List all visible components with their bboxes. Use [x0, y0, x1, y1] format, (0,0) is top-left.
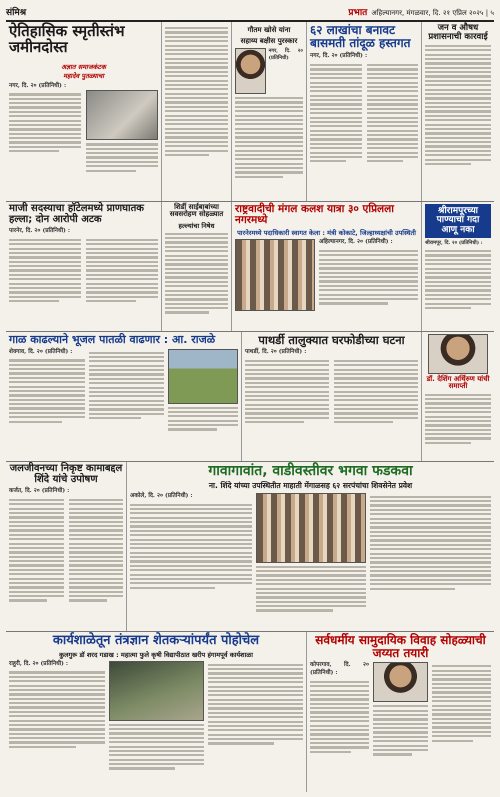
article-burglary [241, 332, 421, 461]
masthead [6, 4, 494, 22]
article-attack [6, 202, 161, 331]
row-1 [6, 22, 494, 202]
subhead: हल्ल्यांचा निषेध [178, 221, 215, 230]
dateline: नगर, दि. २० (प्रतिनिधी) : [9, 82, 67, 89]
article-khose [231, 22, 306, 201]
subhead: पारनेरमध्ये पदाधिकारी स्वागत केला : मंत्री कोकाटे, जिल्हाध्यक्षांची उपस्थिती [237, 229, 416, 238]
headline: श्रीरामपूरच्या पाण्याचा गदा आणू नका [436, 206, 480, 235]
dateline: पारनेर, दि. २० (प्रतिनिधी) : [9, 228, 70, 234]
headline: पाथर्डी तालुक्यात घरफोडीच्या घटना [258, 333, 405, 347]
headline: कार्यशाळेतून तंत्रज्ञान शेतकऱ्यांपर्यंत पोहोचेल [52, 633, 260, 648]
dateline: अकोले, दि. २० (प्रतिनिधी) : [130, 492, 193, 499]
article-memorial [6, 22, 161, 201]
article-silt [6, 332, 241, 461]
memorial-photo [86, 90, 158, 140]
headline: गाळ काढल्याने भूजल पातळी वाढणार : आ. राजळे [9, 333, 216, 346]
body-columns [9, 90, 158, 171]
workshop-photo [109, 661, 204, 721]
headline: जन व औषध प्रशासनाची कारवाई [428, 23, 488, 42]
article-shirdi [161, 202, 231, 331]
article-doctor [421, 332, 494, 461]
kicker: अज्ञात समाजकंटक महादेव पुतळ्याचा [61, 62, 106, 80]
doctor-photo [428, 334, 488, 374]
headline: राष्ट्रवादीची मंगल कलश यात्रा ३० एप्रिलला नगरमध्ये [235, 203, 394, 227]
article-jaljeevan [6, 462, 126, 631]
award-name: गौतम खोसे यांना [247, 26, 291, 34]
headline: सर्वधर्मीय सामुदायिक विवाह सोहळ्याची जय्यत तयारी [315, 633, 486, 660]
section-name: संमिश्र [6, 8, 27, 18]
dateline: अहिल्यानगर, दि. २० (प्रतिनिधी) : [319, 239, 393, 246]
dateline: कोपरगाव, दि. २० (प्रतिनिधी) : [310, 662, 369, 676]
article-fda [421, 22, 494, 201]
headline: जलजीवनच्या निकृष्ट कामाबद्दल शिंदे यांचे उपोषण [9, 463, 123, 485]
dateline: श्रीरामपूर, दि. २० (प्रतिनिधी) : [425, 240, 483, 247]
dateline: राहुरी, दि. २० (प्रतिनिधी) : [9, 660, 69, 667]
ncp-photo [235, 239, 315, 311]
row-5 [6, 632, 494, 792]
row-2 [6, 202, 494, 332]
dateline-text: अहिल्यानगर, मंगळवार, दि. २१ एप्रिल २०२५ | ५ [371, 9, 494, 17]
dateline: कर्जत, दि. २० (प्रतिनिधी) : [9, 488, 70, 494]
masthead-dateline [348, 5, 494, 18]
article-wedding [306, 632, 494, 792]
headline: शिर्डी साईबाबांच्या सवसरोहण सोहळ्यात [169, 203, 224, 219]
dateline: नगर, दि. २० (प्रतिनिधी) [268, 48, 303, 61]
subhead: कुलगुरू डॉ शरद गडाख : महात्मा फुले कृषी विद्यापीठात खरीप हंगामपूर्व कार्यशाळा [59, 650, 253, 659]
row-3 [6, 332, 494, 462]
headline: गावागावांत, वाडीवस्तीवर भगवा फडकवा [208, 463, 413, 479]
headline: माजी सदस्याचा हॉटेलमध्ये प्राणघातक हल्ला; दोन आरोपी अटक [9, 203, 144, 225]
shivsena-photo [256, 493, 366, 563]
headline: डॉ. देशिंग अर्थिरुण यांची समाप्ती [426, 375, 490, 391]
headline: ऐतिहासिक स्मृतीस्तंभ जमीनदोस्त [9, 22, 125, 56]
article-award [161, 22, 231, 201]
article-rice [306, 22, 421, 201]
dateline: पाथर्डी, दि. २० (प्रतिनिधी) : [245, 349, 307, 356]
paper-name: प्रभात [348, 8, 368, 18]
article-shrirampur [421, 202, 494, 331]
dateline: शेवगाव, दि. २० (प्रतिनिधी) : [9, 348, 73, 355]
subhead: ना. शिंदे यांच्या उपस्थितीत माहाती मेंगाळसह ६२ सरपंचांचा शिवसेनेत प्रवेश [208, 480, 413, 490]
article-shivsena [126, 462, 494, 631]
wedding-photo [373, 662, 428, 702]
article-workshop [6, 632, 306, 792]
headline: ६२ लाखांचा बनावट बासमती तांदूळ हस्तगत [310, 23, 411, 50]
article-ncp [231, 202, 421, 331]
person-photo [235, 48, 266, 94]
row-4 [6, 462, 494, 632]
award-sub: सहाय्य बक्षीस पुरस्कार [240, 37, 298, 45]
silt-photo [168, 349, 238, 404]
dateline: नगर, दि. २० (प्रतिनिधी) : [310, 53, 368, 60]
